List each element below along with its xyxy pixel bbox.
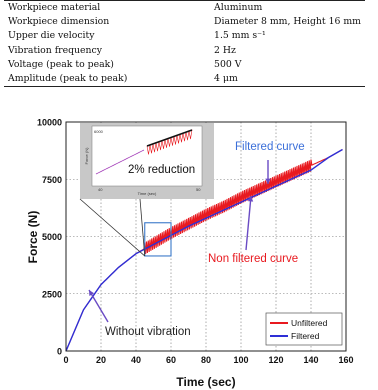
x-tick-label: 80 bbox=[200, 355, 212, 365]
zoom-connector bbox=[80, 199, 145, 256]
x-tick-label: 120 bbox=[268, 355, 284, 365]
parameter-label: Upper die velocity bbox=[8, 30, 95, 42]
inset-y-tick: 6000 bbox=[94, 129, 103, 134]
y-tick-label: 2500 bbox=[41, 289, 62, 300]
parameter-label: Workpiece dimension bbox=[8, 16, 110, 28]
y-tick-label: 10000 bbox=[36, 117, 62, 128]
non-filtered-curve-annotation: Non filtered curve bbox=[208, 253, 299, 265]
parameter-label: Voltage (peak to peak) bbox=[8, 58, 114, 70]
filtered-curve-annotation: Filtered curve bbox=[235, 141, 305, 153]
parameter-label: Workpiece material bbox=[4, 1, 210, 16]
parameter-label: Vibration frequency bbox=[8, 44, 102, 56]
parameter-value: 500 V bbox=[214, 58, 242, 70]
parameter-label: Amplitude (peak to peak) bbox=[4, 72, 210, 87]
non-filtered-curve-arrow bbox=[246, 196, 251, 250]
zoom-connector bbox=[140, 199, 145, 256]
parameter-value: 1.5 mm s⁻¹ bbox=[214, 30, 266, 42]
x-tick-label: 0 bbox=[63, 355, 69, 365]
inset-x-tick: 40 bbox=[98, 187, 103, 192]
x-tick-label: 160 bbox=[338, 355, 354, 365]
legend-entry: Unfiltered bbox=[291, 318, 328, 328]
y-tick-label: 7500 bbox=[41, 174, 62, 185]
reduction-annotation: 2% reduction bbox=[128, 164, 196, 176]
x-tick-label: 60 bbox=[165, 355, 177, 365]
parameter-value: Aluminum bbox=[210, 1, 365, 16]
y-tick-label: 0 bbox=[56, 346, 62, 357]
inset-x-tick: 50 bbox=[196, 187, 201, 192]
parameter-value: 2 Hz bbox=[214, 44, 236, 56]
x-tick-label: 40 bbox=[130, 355, 142, 365]
y-axis-label: Force (N) bbox=[26, 210, 40, 264]
legend-entry: Filtered bbox=[291, 331, 320, 341]
without-vibration-arrow bbox=[89, 290, 108, 322]
x-tick-label: 140 bbox=[303, 355, 319, 365]
without-vibration-annotation: Without vibration bbox=[105, 326, 191, 338]
inset-y-label: Force (N) bbox=[84, 147, 89, 165]
x-axis-label: Time (sec) bbox=[176, 375, 236, 389]
x-tick-label: 100 bbox=[233, 355, 249, 365]
inset-x-label: Time (sec) bbox=[137, 191, 157, 196]
parameter-value: Diameter 8 mm, Height 16 mm bbox=[214, 16, 361, 28]
x-tick-label: 20 bbox=[95, 355, 107, 365]
y-tick-label: 5000 bbox=[41, 232, 62, 242]
parameter-value: 4 μm bbox=[210, 72, 365, 87]
